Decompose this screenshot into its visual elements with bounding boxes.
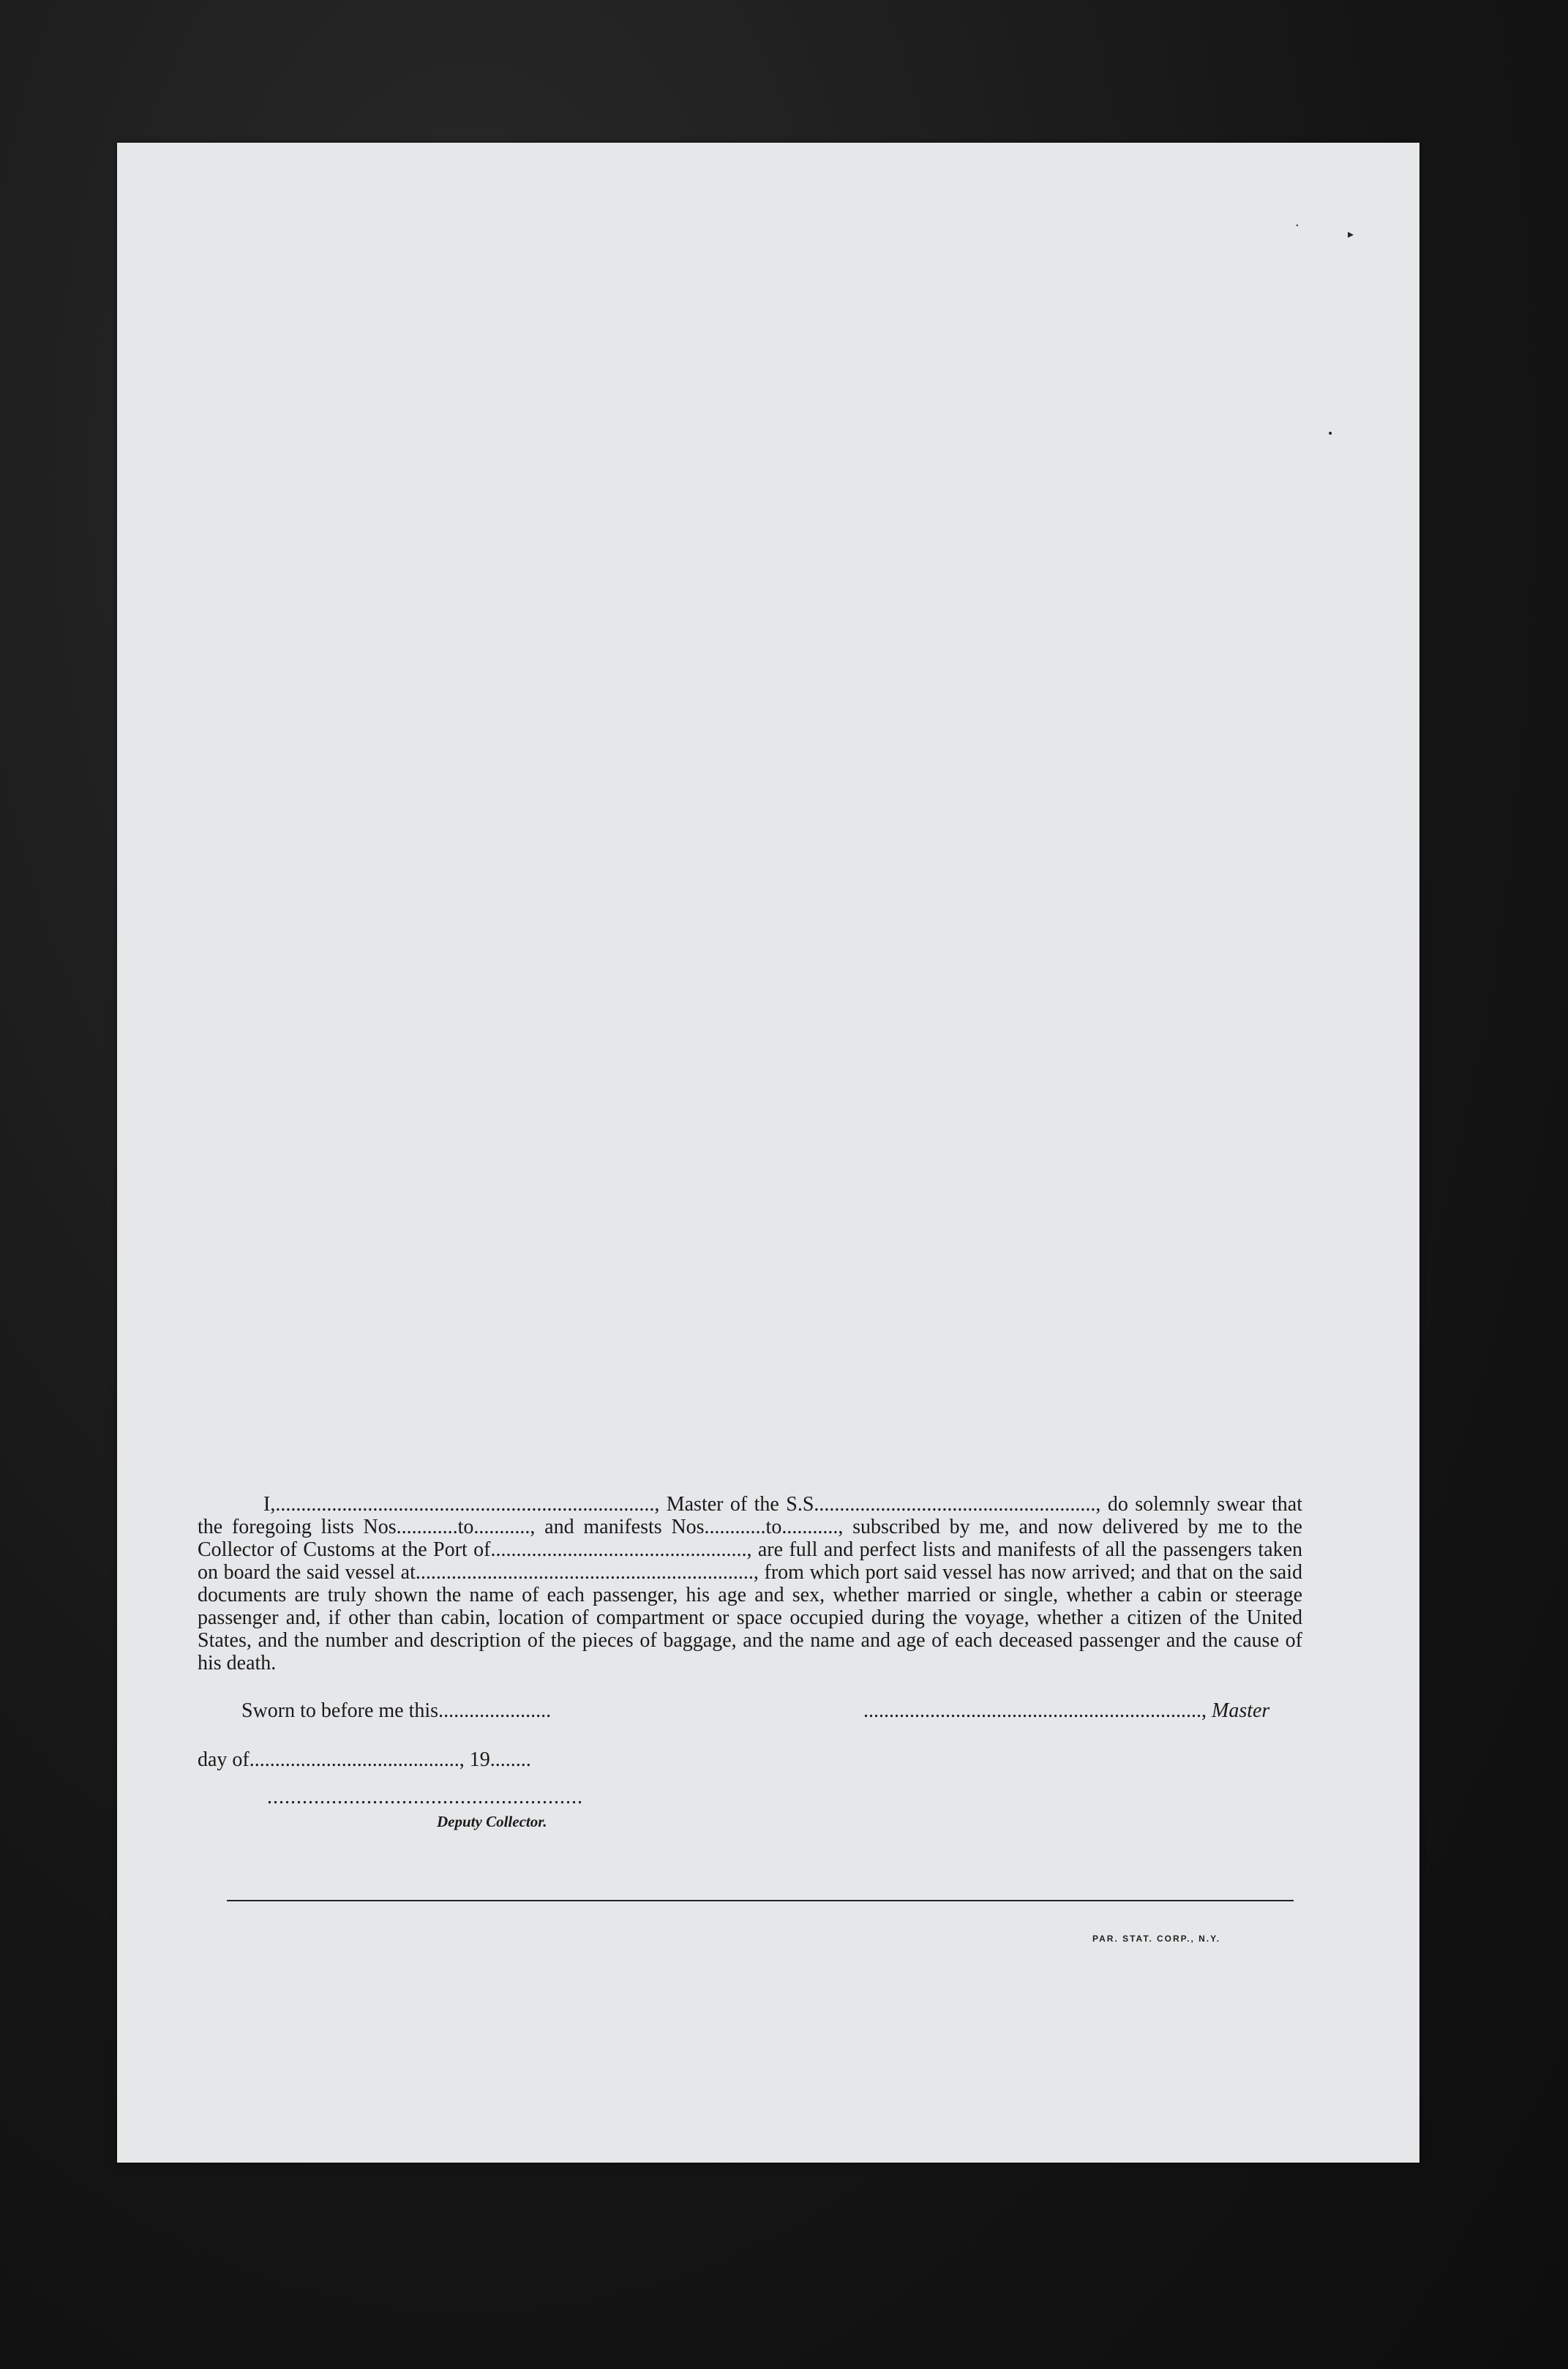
horizontal-rule — [227, 1900, 1294, 1901]
master-label: Master — [1212, 1699, 1270, 1722]
printer-imprint: PAR. STAT. CORP., N.Y. — [1092, 1934, 1221, 1944]
master-signature-line — [863, 1699, 1269, 1723]
day-of-line: day of........................................., 19........ — [198, 1748, 531, 1771]
oath-paragraph: I,.........................................................................., Master of the S.S......................................................., do solemnly swear that the foregoing lists Nos............to..........., and manifests Nos............to..........., subscribed by me, and now delivered by me to the Collector of Customs at the Port of.................................................., are full and perfect lists and manifests of all the passengers taken on board the said vessel at.................................................................., from which port said vessel has now arrived; and that on the said documents are truly shown the name of each passenger, his age and sex, whether married or single, whether a cabin or steerage passenger and, if other than cabin, location of compartment or space occupied during the voyage, whether a citizen of the United States, and the number and description of the pieces of baggage, and the name and age of each deceased passenger and the cause of his death. — [198, 1493, 1302, 1674]
deputy-signature-dots: ...................................................... — [267, 1786, 583, 1808]
master-signature-dots: .................................................................., — [863, 1699, 1207, 1722]
margin-mark: · — [1295, 218, 1299, 233]
document-page — [117, 143, 1419, 2163]
deputy-collector-label: Deputy Collector. — [437, 1813, 547, 1830]
sworn-line: Sworn to before me this...................... — [241, 1699, 552, 1722]
margin-mark: ▸ — [1348, 227, 1354, 241]
margin-mark: • — [1327, 428, 1334, 440]
